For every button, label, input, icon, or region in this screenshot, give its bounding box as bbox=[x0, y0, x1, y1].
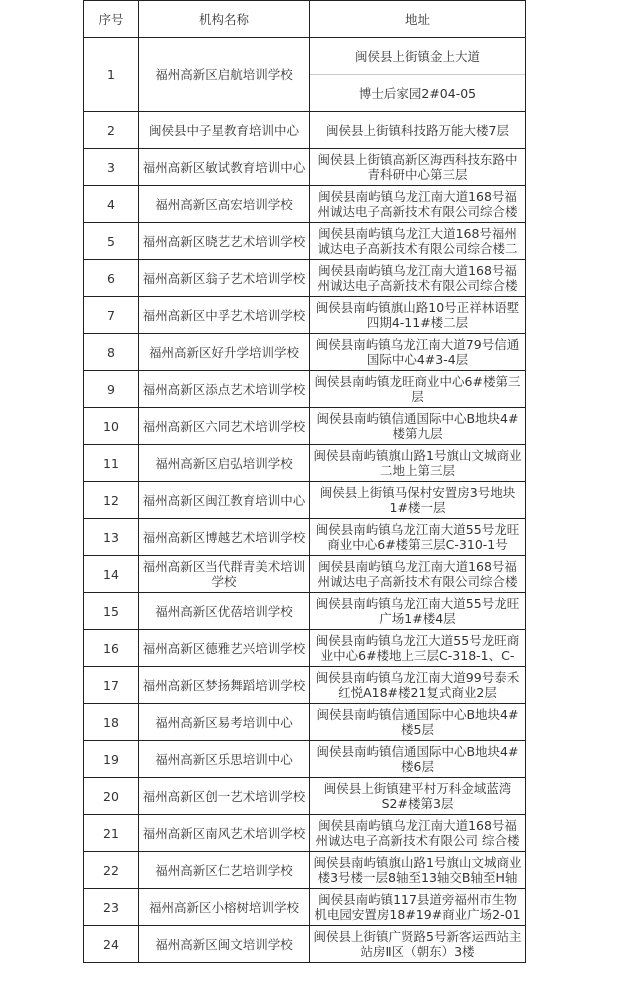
table-row bbox=[84, 223, 526, 260]
table-row bbox=[84, 593, 526, 630]
seq-cell bbox=[84, 186, 139, 223]
seq-cell-text: 17 bbox=[103, 677, 119, 693]
address-cell bbox=[310, 260, 526, 297]
seq-cell-text: 12 bbox=[103, 492, 119, 508]
name-cell-text: 福州高新区创一艺术培训学校 bbox=[142, 788, 306, 804]
name-cell bbox=[139, 260, 310, 297]
seq-cell bbox=[84, 778, 139, 815]
table-row bbox=[84, 889, 526, 926]
address-cell bbox=[310, 852, 526, 889]
address-cell-text: 闽侯县南屿镇乌龙江南大道55号龙旺商业中心6#楼第三层C-310-1号 bbox=[315, 522, 520, 552]
name-cell bbox=[139, 593, 310, 630]
seq-cell-text: 10 bbox=[103, 418, 119, 434]
name-cell bbox=[139, 704, 310, 741]
header-name: 机构名称 bbox=[139, 1, 310, 38]
name-cell bbox=[139, 778, 310, 815]
table-row bbox=[84, 112, 526, 149]
name-cell-text: 福州高新区启航培训学校 bbox=[155, 67, 293, 82]
name-cell bbox=[139, 112, 310, 149]
name-cell bbox=[139, 889, 310, 926]
address-cell bbox=[310, 186, 526, 223]
seq-cell bbox=[84, 408, 139, 445]
name-cell bbox=[139, 667, 310, 704]
seq-cell-text: 9 bbox=[107, 381, 115, 397]
name-cell bbox=[139, 186, 310, 223]
name-cell bbox=[139, 445, 310, 482]
address-cell-text: 闽侯县南屿镇乌龙江南大道168号福州诚达电子高新技术有限公司综合楼 bbox=[317, 188, 518, 219]
address-cell bbox=[310, 297, 526, 334]
name-cell-text: 福州高新区高宏培训学校 bbox=[155, 196, 293, 212]
table-row bbox=[84, 149, 526, 186]
seq-cell bbox=[84, 482, 139, 519]
table-row bbox=[84, 778, 526, 815]
name-cell-text: 福州高新区优蓓培训学校 bbox=[155, 603, 293, 619]
name-cell-text: 福州高新区梦扬舞蹈培训学校 bbox=[142, 677, 306, 693]
table-row bbox=[84, 38, 526, 112]
institution-table bbox=[83, 0, 526, 963]
table-row bbox=[84, 704, 526, 741]
name-cell bbox=[139, 630, 310, 667]
address-cell bbox=[310, 445, 526, 482]
seq-cell-text: 8 bbox=[107, 344, 115, 360]
seq-cell bbox=[84, 223, 139, 260]
name-cell-text: 福州高新区启弘培训学校 bbox=[155, 455, 293, 471]
name-cell-text: 福州高新区好升学培训学校 bbox=[148, 344, 299, 360]
seq-cell bbox=[84, 593, 139, 630]
name-cell-text: 福州高新区中孚艺术培训学校 bbox=[142, 307, 306, 323]
seq-cell-text: 18 bbox=[103, 714, 119, 730]
seq-cell-text: 19 bbox=[103, 751, 119, 767]
name-cell bbox=[139, 371, 310, 408]
table-row bbox=[84, 741, 526, 778]
seq-cell-text: 6 bbox=[107, 270, 115, 286]
seq-cell-text: 23 bbox=[103, 899, 119, 915]
name-cell-text: 福州高新区仁艺培训学校 bbox=[155, 862, 293, 878]
address-cell-text: 闽侯县南屿镇乌龙江南大道168号福州诚达电子高新技术有限公司 综合楼 bbox=[315, 817, 520, 848]
address-cell bbox=[310, 482, 526, 519]
seq-cell-text: 15 bbox=[103, 603, 119, 619]
address-cell bbox=[310, 112, 526, 149]
address-cell-text: 闽侯县南屿镇117县道旁福州市生物机电园安置房18#19#商业广场2-01 bbox=[314, 892, 521, 922]
seq-cell bbox=[84, 556, 139, 593]
seq-cell-text: 21 bbox=[103, 825, 119, 841]
address-cell-text: 闽侯县南屿镇旗山路1号旗山文城商业二地上第三层 bbox=[313, 448, 522, 478]
seq-cell bbox=[84, 445, 139, 482]
seq-cell-text: 11 bbox=[103, 455, 119, 471]
table-row bbox=[84, 445, 526, 482]
table-row bbox=[84, 667, 526, 704]
name-cell bbox=[139, 334, 310, 371]
seq-cell-text: 7 bbox=[107, 307, 115, 323]
seq-cell bbox=[84, 741, 139, 778]
address-cell bbox=[310, 778, 526, 815]
name-cell-text: 福州高新区小榕树培训学校 bbox=[148, 899, 299, 915]
address-cell-text: 闽侯县南屿镇旗山路1号旗山文城商业楼3号楼一层8轴至13轴交B轴至H轴 bbox=[313, 855, 522, 885]
address-cell bbox=[310, 704, 526, 741]
name-cell bbox=[139, 149, 310, 186]
name-cell-text: 福州高新区易考培训中心 bbox=[155, 714, 293, 730]
seq-cell bbox=[84, 149, 139, 186]
address-cell bbox=[310, 667, 526, 704]
address-cell-text: 闽侯县上街镇科技路万能大楼7层 bbox=[326, 122, 509, 138]
address-cell bbox=[310, 593, 526, 630]
table-header-row bbox=[84, 1, 526, 38]
table-row bbox=[84, 371, 526, 408]
address-line: 闽侯县上街镇金上大道 bbox=[310, 38, 525, 75]
name-cell-text: 福州高新区晓艺艺术培训学校 bbox=[142, 233, 306, 249]
header-seq: 序号 bbox=[84, 1, 139, 38]
name-cell-text: 闽侯县中子星教育培训中心 bbox=[148, 122, 299, 138]
table-body bbox=[84, 38, 526, 963]
address-cell bbox=[310, 741, 526, 778]
address-cell bbox=[310, 223, 526, 260]
address-cell bbox=[310, 371, 526, 408]
seq-cell bbox=[84, 260, 139, 297]
address-cell-text: 闽侯县南屿镇乌龙江大道55号龙旺商业中心6#楼地上三层C-318-1、C- bbox=[315, 632, 520, 663]
address-cell-text: 闽侯县南屿镇信通国际中心B地块4#楼第九层 bbox=[316, 411, 519, 441]
seq-cell bbox=[84, 112, 139, 149]
table-row bbox=[84, 186, 526, 223]
address-cell bbox=[310, 519, 526, 556]
table-row bbox=[84, 334, 526, 371]
name-cell bbox=[139, 38, 310, 112]
table-row bbox=[84, 519, 526, 556]
name-cell-text: 福州高新区闽江教育培训中心 bbox=[142, 492, 306, 508]
seq-cell-text: 5 bbox=[107, 233, 115, 249]
table-row bbox=[84, 852, 526, 889]
table-row bbox=[84, 408, 526, 445]
name-cell-text: 福州高新区闽文培训学校 bbox=[155, 936, 293, 952]
name-cell bbox=[139, 408, 310, 445]
address-cell-text: 闽侯县南屿镇乌龙江南大道168号福州诚达电子高新技术有限公司综合楼 bbox=[317, 558, 518, 589]
name-cell-text: 福州高新区添点艺术培训学校 bbox=[142, 381, 306, 397]
seq-cell bbox=[84, 38, 139, 112]
seq-cell-text: 20 bbox=[103, 788, 119, 804]
seq-cell bbox=[84, 704, 139, 741]
address-cell-text: 闽侯县南屿镇信通国际中心B地块4#楼5层 bbox=[316, 707, 519, 737]
table-row bbox=[84, 556, 526, 593]
table-row bbox=[84, 926, 526, 963]
address-cell bbox=[310, 149, 526, 186]
table-row bbox=[84, 482, 526, 519]
table-row bbox=[84, 297, 526, 334]
name-cell bbox=[139, 482, 310, 519]
name-cell bbox=[139, 519, 310, 556]
address-cell-text: 闽侯县南屿镇乌龙江南大道99号泰禾红悦A18#楼21复式商业2层 bbox=[315, 670, 520, 700]
name-cell-text: 福州高新区南风艺术培训学校 bbox=[142, 825, 306, 841]
address-cell-text: 闽侯县上街镇广贤路5号新客运西站主站房Ⅱ区（朝东）3楼 bbox=[313, 929, 522, 959]
address-cell bbox=[310, 38, 526, 112]
address-cell bbox=[310, 408, 526, 445]
seq-cell-text: 14 bbox=[103, 566, 119, 582]
name-cell bbox=[139, 297, 310, 334]
seq-cell-text: 16 bbox=[103, 640, 119, 656]
seq-cell-text: 24 bbox=[103, 936, 119, 952]
address-cell-text: 闽侯县南屿镇乌龙江大道168号福州诚达电子高新技术有限公司综合楼二 bbox=[317, 225, 518, 256]
seq-cell bbox=[84, 334, 139, 371]
address-cell bbox=[310, 630, 526, 667]
name-cell bbox=[139, 741, 310, 778]
address-cell-text: 闽侯县南屿镇旗山路10号正祥林语墅四期4-11#楼二层 bbox=[315, 300, 520, 330]
address-cell bbox=[310, 334, 526, 371]
name-cell-text: 福州高新区德雅艺兴培训学校 bbox=[142, 640, 306, 656]
address-cell bbox=[310, 889, 526, 926]
address-cell bbox=[310, 926, 526, 963]
seq-cell-text: 4 bbox=[107, 196, 115, 212]
address-cell-text: 闽侯县南屿镇信通国际中心B地块4#楼6层 bbox=[316, 744, 519, 774]
table-row bbox=[84, 630, 526, 667]
name-cell-text: 福州高新区乐思培训中心 bbox=[155, 751, 293, 767]
name-cell bbox=[139, 815, 310, 852]
seq-cell-text: 13 bbox=[103, 529, 119, 545]
name-cell bbox=[139, 852, 310, 889]
seq-cell-text: 1 bbox=[107, 67, 115, 82]
seq-cell bbox=[84, 630, 139, 667]
name-cell bbox=[139, 926, 310, 963]
name-cell-text: 福州高新区敏试教育培训中心 bbox=[142, 159, 306, 175]
name-cell-text: 福州高新区翁子艺术培训学校 bbox=[142, 270, 306, 286]
address-cell-text: 闽侯县南屿镇乌龙江南大道79号信通国际中心4#3-4层 bbox=[315, 337, 520, 367]
seq-cell bbox=[84, 297, 139, 334]
seq-cell-text: 3 bbox=[107, 159, 115, 175]
address-cell-text: 闽侯县上街镇建平村万科金域蓝湾S2#楼第3层 bbox=[323, 781, 512, 811]
seq-cell-text: 2 bbox=[107, 122, 115, 138]
address-cell bbox=[310, 815, 526, 852]
address-cell-text: 闽侯县南屿镇乌龙江南大道55号龙旺广场1#楼4层 bbox=[315, 596, 520, 626]
name-cell bbox=[139, 223, 310, 260]
address-cell-text: 闽侯县南屿镇乌龙江南大道168号福州诚达电子高新技术有限公司综合楼 bbox=[317, 262, 518, 293]
name-cell-text: 福州高新区博越艺术培训学校 bbox=[142, 529, 306, 545]
header-address: 地址 bbox=[310, 1, 526, 38]
seq-cell bbox=[84, 926, 139, 963]
name-cell-text: 福州高新区六同艺术培训学校 bbox=[142, 418, 306, 434]
name-cell-text: 福州高新区当代群青美术培训学校 bbox=[142, 559, 306, 589]
seq-cell bbox=[84, 889, 139, 926]
address-cell-text: 闽侯县南屿镇龙旺商业中心6#楼第三层 bbox=[314, 374, 521, 404]
table-row bbox=[84, 815, 526, 852]
table-row bbox=[84, 260, 526, 297]
address-cell bbox=[310, 556, 526, 593]
name-cell bbox=[139, 556, 310, 593]
seq-cell bbox=[84, 519, 139, 556]
seq-cell bbox=[84, 815, 139, 852]
address-cell-text: 闽侯县上街镇马保村安置房3号地块1#楼一层 bbox=[319, 485, 516, 515]
seq-cell bbox=[84, 371, 139, 408]
address-line: 博士后家园2#04-05 bbox=[358, 85, 477, 101]
seq-cell bbox=[84, 852, 139, 889]
seq-cell-text: 22 bbox=[103, 862, 119, 878]
address-cell-text: 闽侯县上街镇高新区海西科技东路中青科研中心第三层 bbox=[317, 152, 518, 182]
seq-cell bbox=[84, 667, 139, 704]
